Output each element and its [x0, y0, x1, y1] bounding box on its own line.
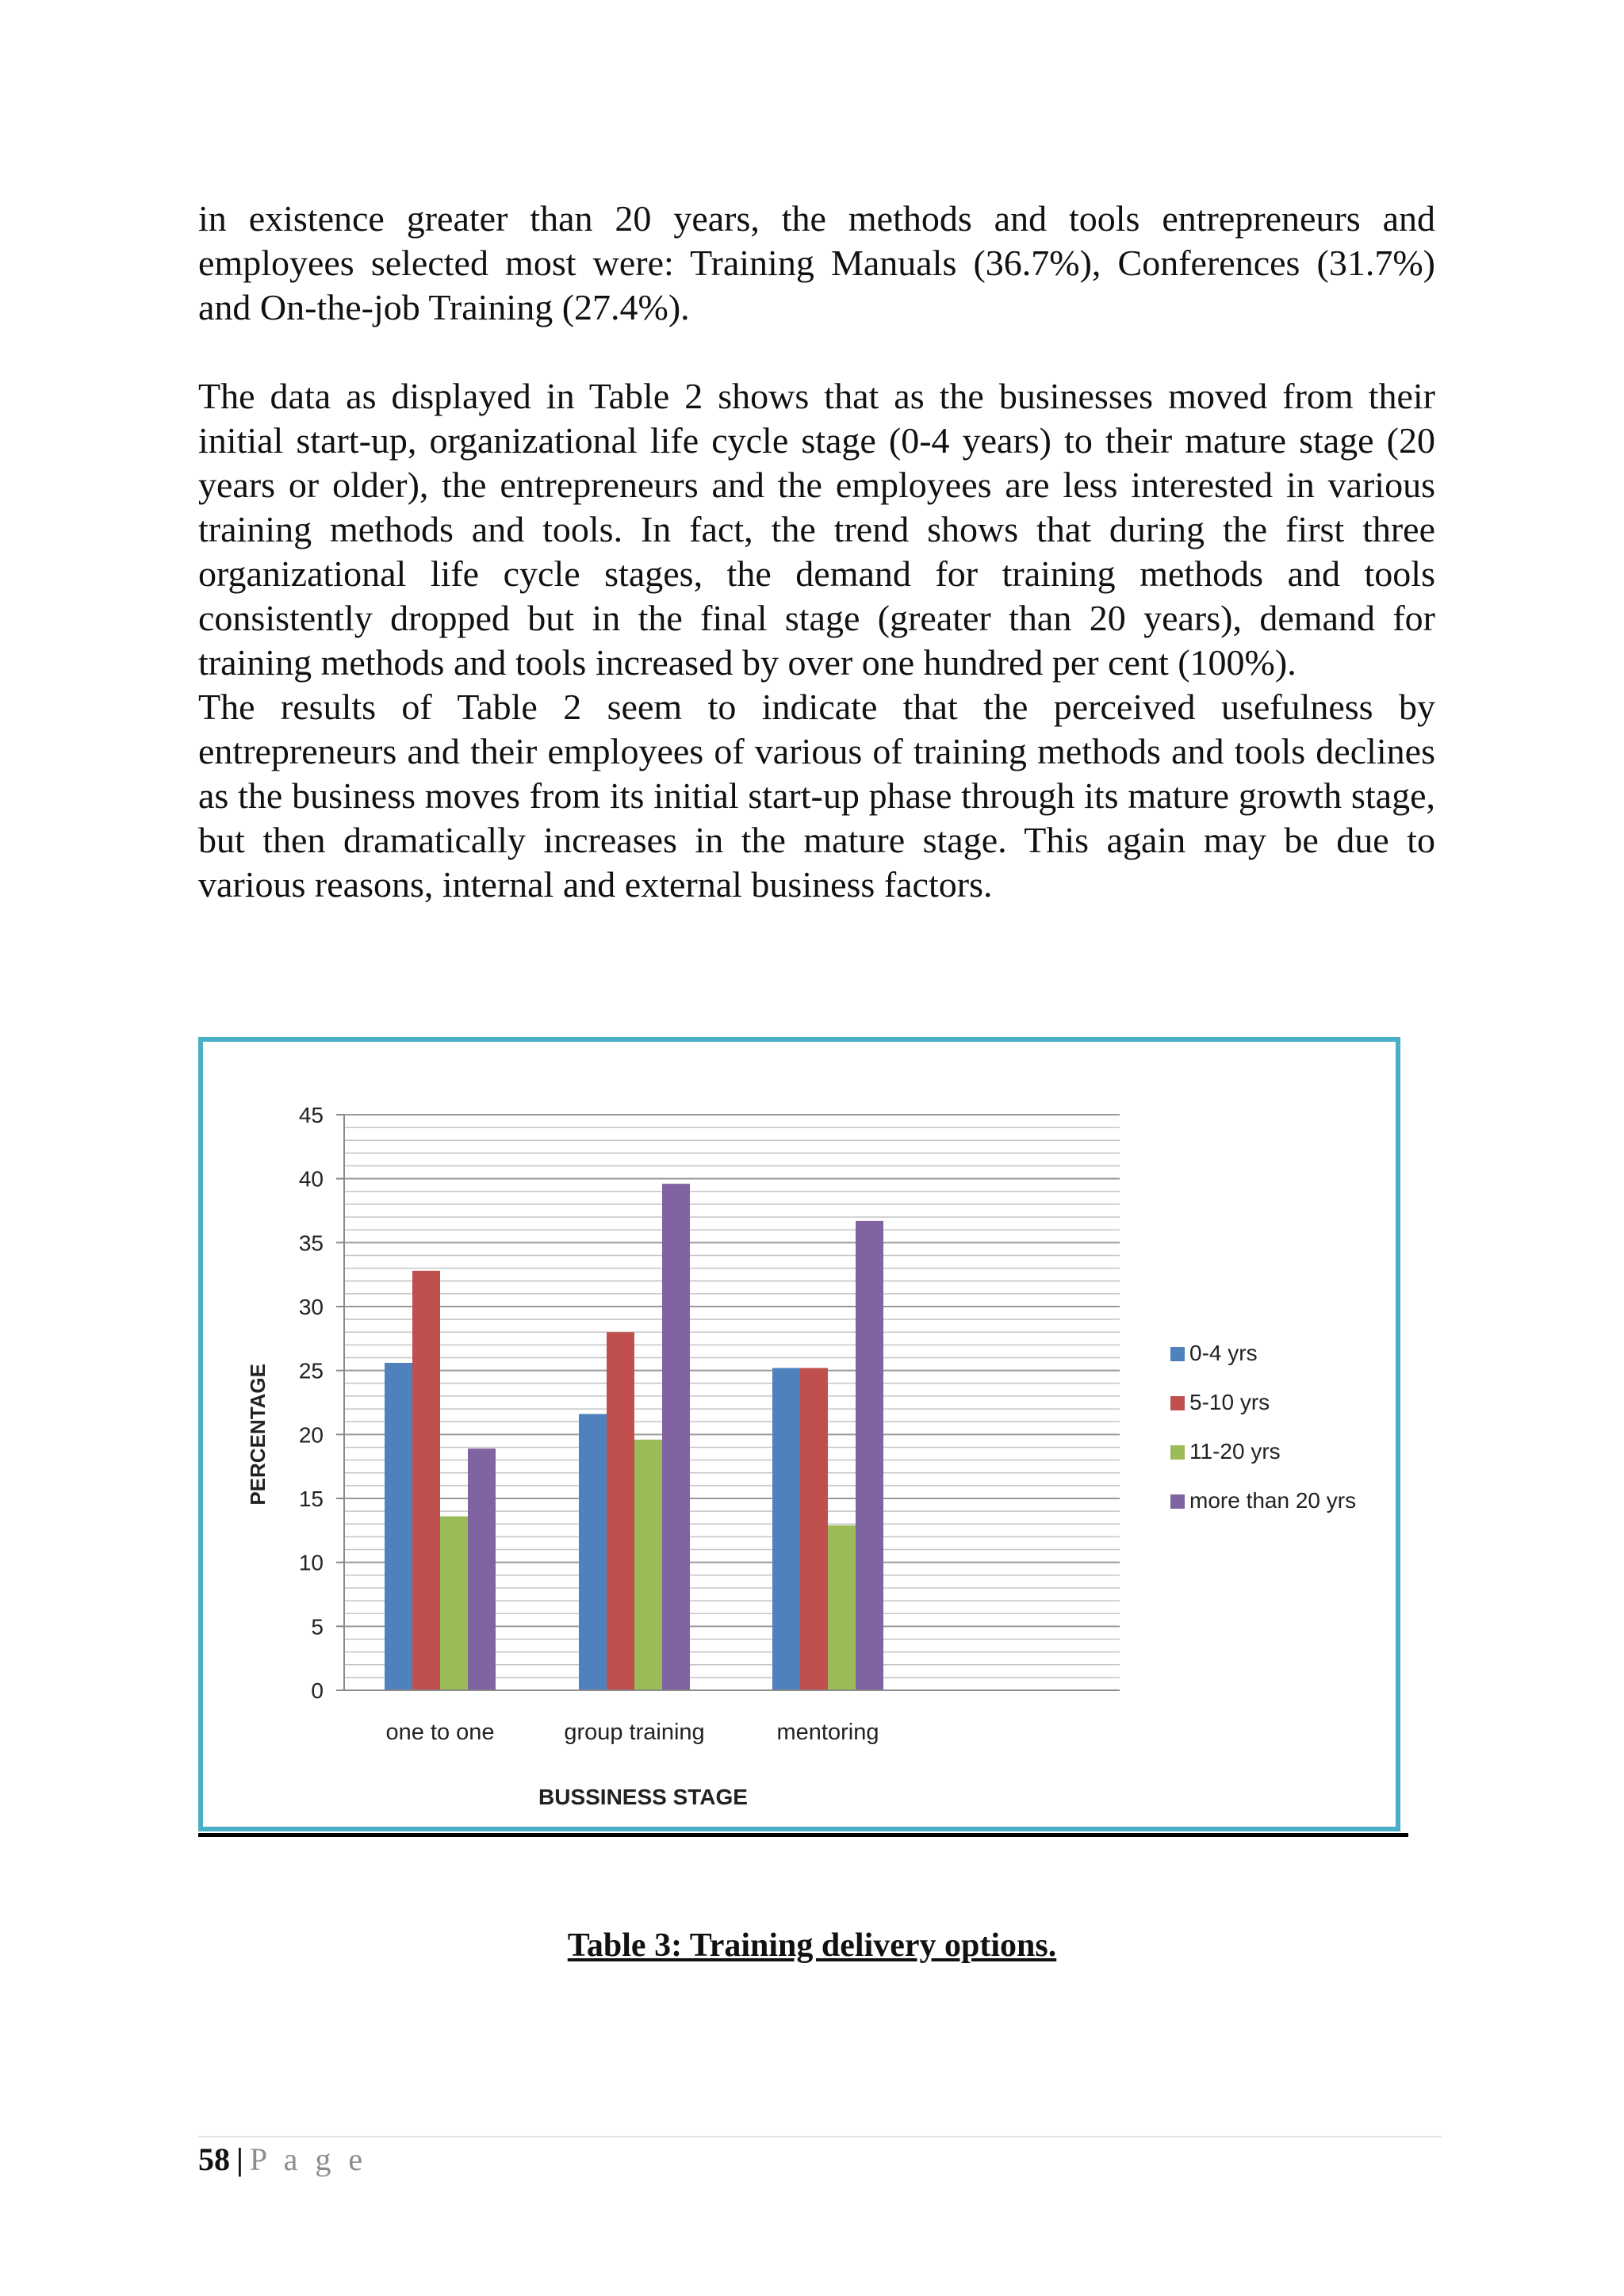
table-caption: Table 3: Training delivery options.: [567, 1927, 1057, 1964]
y-tick-label: 35: [298, 1230, 324, 1256]
y-tick-label: 0: [311, 1678, 324, 1703]
chart-underline-rule: [198, 1833, 1408, 1837]
y-tick-label: 40: [298, 1166, 324, 1192]
y-tick-label: 20: [298, 1422, 324, 1448]
page-label: P a g e: [249, 2141, 368, 2177]
bar-chart: [203, 1042, 1396, 1827]
body-paragraph-2: The data as displayed in Table 2 shows that as the businesses moved from their initial start-up, organizational life cycle stage (0-4 years) to their mature stage (20 years or older), the entrepreneurs and the employees are less interested in various training methods and tools. In fact, the trend shows that during the first three organizational life cycle stages, the demand for training methods and tools consistently dropped but in the final stage (greater than 20 years), demand for training methods and tools increased by over one hundred per cent (100%).: [198, 376, 1435, 683]
bar-mentoring-5-10-yrs: [800, 1368, 828, 1690]
x-category-label: group training: [564, 1720, 705, 1745]
x-category-label: one to one: [385, 1720, 495, 1745]
chart-frame: [198, 1037, 1400, 1831]
footer-separator: |: [236, 2141, 243, 2177]
y-tick-label: 10: [298, 1550, 324, 1575]
bar-mentoring-0-4-yrs: [772, 1368, 800, 1690]
body-paragraph-3: The results of Table 2 seem to indicate that the perceived usefulness by entrepreneurs and their employees of various of training methods and tools declines as the business moves from its initial start-up phase through its mature growth stage, but then dramatically increases in the mature stage. This again may be due to various reasons, internal and external business factors.: [198, 687, 1435, 905]
y-axis-title: PERCENTAGE: [246, 1364, 270, 1506]
legend-swatch: [1170, 1396, 1185, 1410]
bar-one-to-one-5-10-yrs: [412, 1271, 440, 1690]
legend-label: 5-10 yrs: [1189, 1390, 1270, 1414]
x-axis-title: BUSSINESS STAGE: [538, 1785, 748, 1809]
legend-swatch: [1170, 1445, 1185, 1460]
footer-divider: [198, 2136, 1442, 2137]
bar-one-to-one-0-4-yrs: [385, 1363, 412, 1690]
legend-label: 0-4 yrs: [1189, 1341, 1258, 1365]
bar-one-to-one-11-20-yrs: [440, 1517, 468, 1690]
legend-swatch: [1170, 1494, 1185, 1509]
y-tick-label: 15: [298, 1487, 324, 1511]
bar-mentoring-more-than-20-yrs: [856, 1221, 883, 1690]
body-paragraph-1: in existence greater than 20 years, the methods and tools entrepreneurs and employees selected most were: Training Manuals (36.7%), Conferences (31.7%) and On-the-job Training (27.4%).: [198, 198, 1435, 327]
bar-group-training-5-10-yrs: [607, 1332, 634, 1690]
page-number: 58: [198, 2141, 230, 2177]
page-footer: [198, 2141, 367, 2178]
x-category-label: mentoring: [776, 1720, 879, 1745]
bar-group-training-more-than-20-yrs: [662, 1184, 690, 1690]
bar-one-to-one-more-than-20-yrs: [468, 1448, 496, 1690]
bar-mentoring-11-20-yrs: [828, 1525, 856, 1690]
y-tick-label: 45: [298, 1103, 324, 1127]
y-tick-label: 30: [298, 1295, 324, 1319]
legend-label: 11-20 yrs: [1189, 1439, 1281, 1464]
legend-swatch: [1170, 1347, 1185, 1361]
legend-label: more than 20 yrs: [1189, 1488, 1357, 1513]
bar-group-training-11-20-yrs: [634, 1440, 662, 1690]
bar-group-training-0-4-yrs: [579, 1414, 607, 1690]
y-tick-label: 5: [311, 1614, 324, 1640]
y-tick-label: 25: [298, 1358, 324, 1383]
